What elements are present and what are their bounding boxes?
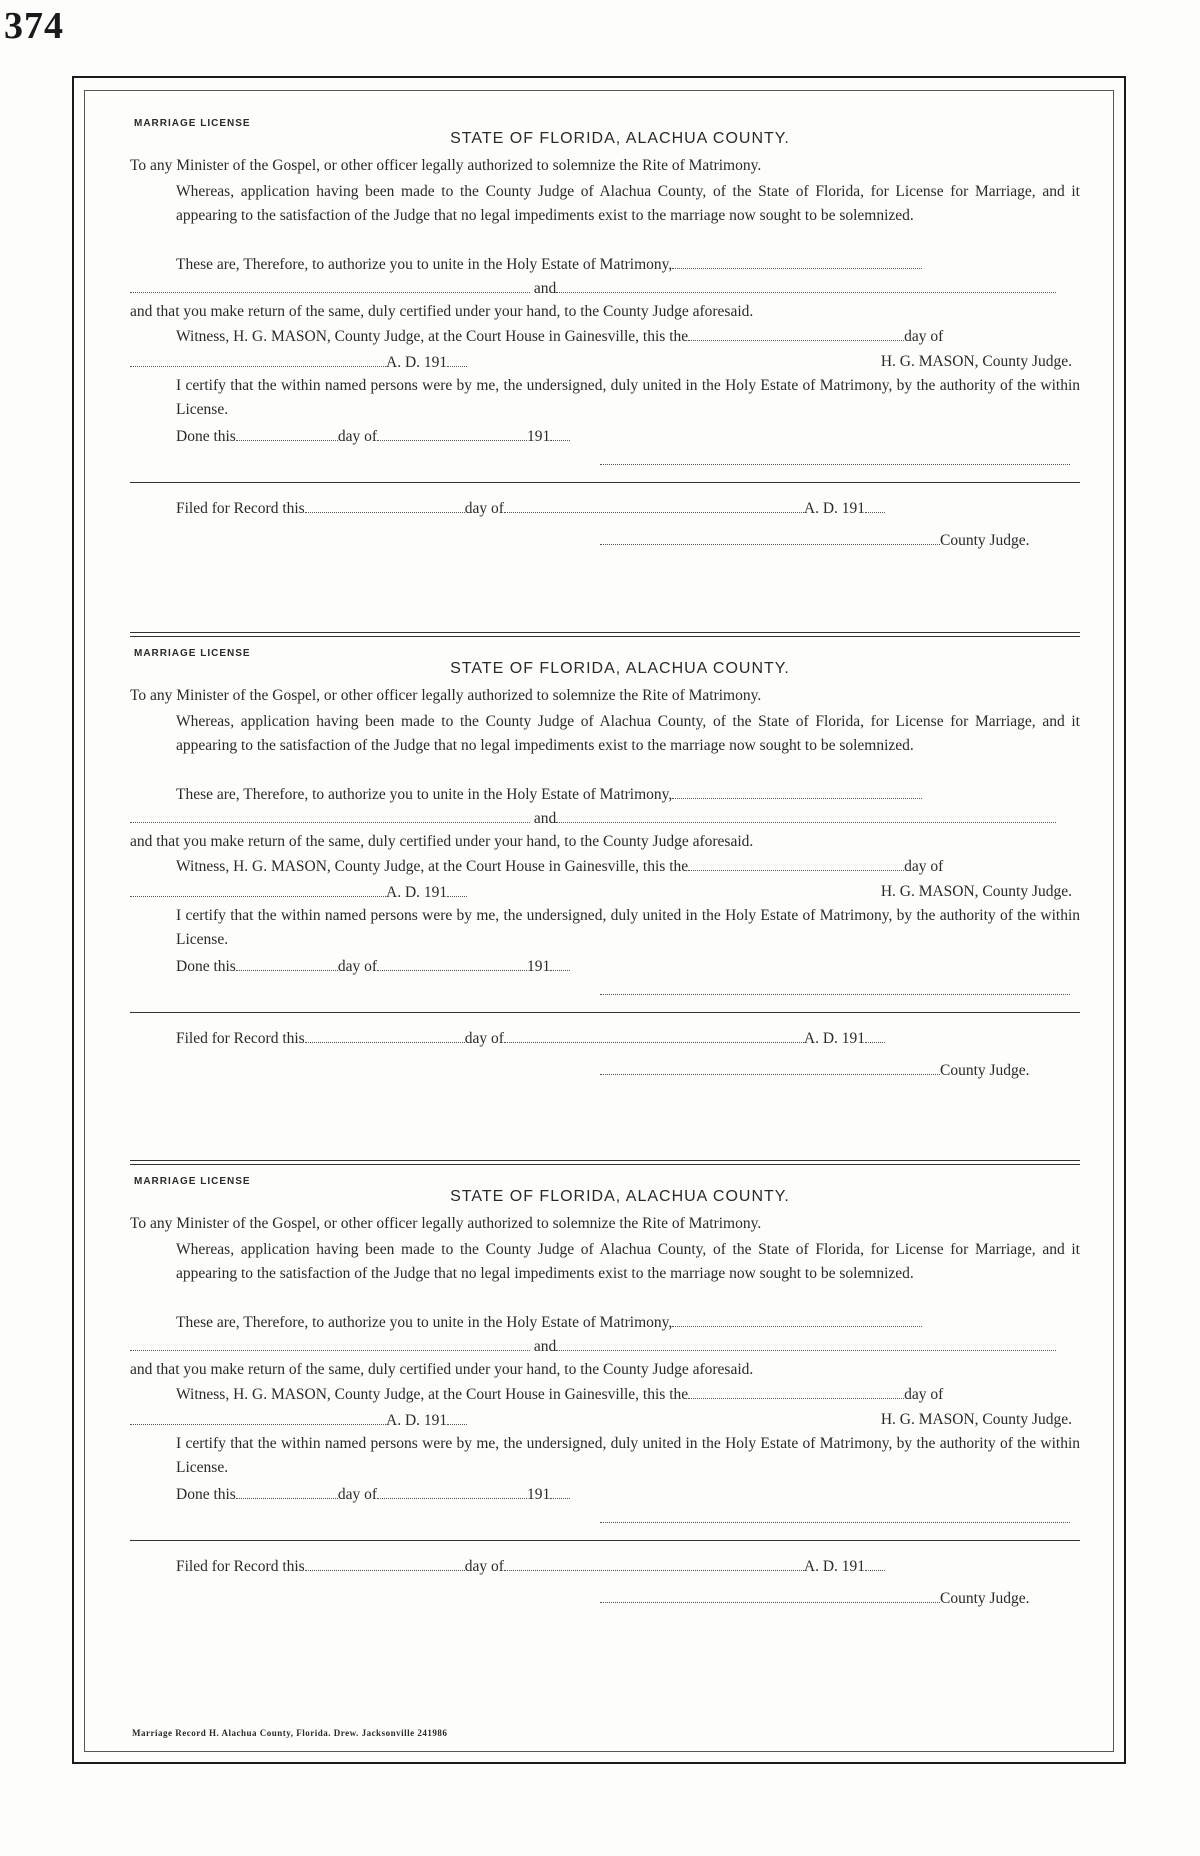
done-day-of-text: day of — [337, 958, 378, 975]
done-this-text: Done this — [176, 1486, 236, 1503]
certify-text: I certify that the within named persons were by me, the undersigned, duly united in the Holy Estate of Matrimony, by the authority of the within License. — [176, 1435, 1080, 1476]
license-form-1 — [130, 118, 1080, 618]
witness-line — [130, 326, 1080, 347]
license-label: MARRIAGE LICENSE — [134, 1176, 251, 1187]
and-line — [130, 278, 1080, 299]
return-line: and that you make return of the same, duly certified under your hand, to the County Judge aforesaid. — [130, 1361, 754, 1378]
filed-day-blank[interactable] — [305, 1556, 465, 1571]
license-form-2 — [130, 648, 1080, 1148]
these-are-line — [130, 784, 1080, 805]
ad-text: A. D. 191 — [386, 884, 448, 901]
done-line — [130, 426, 1080, 447]
these-are-text: These are, Therefore, to authorize you to unite in the Holy Estate of Matrimony, — [176, 1314, 673, 1331]
witness-day-blank[interactable] — [688, 1384, 904, 1399]
filed-ad-text: A. D. 191 — [803, 1558, 866, 1575]
minister-sign-line — [600, 450, 1080, 471]
county-judge-blank[interactable] — [600, 1588, 940, 1603]
witness-line — [130, 1384, 1080, 1405]
done-year-blank[interactable] — [550, 956, 570, 971]
party-one-blank[interactable] — [672, 1312, 922, 1327]
these-are-text: These are, Therefore, to authorize you to unite in the Holy Estate of Matrimony, — [176, 786, 673, 803]
done-day-of-text: day of — [337, 1486, 378, 1503]
and-text: and — [533, 1338, 557, 1355]
judge-signature: H. G. MASON, County Judge. — [880, 1411, 1072, 1428]
done-year-blank[interactable] — [550, 426, 570, 441]
done-day-blank[interactable] — [236, 426, 338, 441]
judge-signature: H. G. MASON, County Judge. — [880, 353, 1072, 370]
filed-ad-text: A. D. 191 — [803, 500, 866, 517]
filed-year-blank[interactable] — [865, 1028, 885, 1043]
filed-ad-text: A. D. 191 — [803, 1030, 866, 1047]
done-line — [130, 956, 1080, 977]
done-month-blank[interactable] — [377, 426, 527, 441]
filed-text: Filed for Record this — [176, 500, 305, 517]
certify-text: I certify that the within named persons were by me, the undersigned, duly united in the Holy Estate of Matrimony, by the authority of the within License. — [176, 907, 1080, 948]
done-year-text: 191 — [527, 958, 551, 975]
county-judge-blank[interactable] — [600, 1060, 940, 1075]
ad-month-blank[interactable] — [130, 882, 386, 897]
license-form-3 — [130, 1176, 1080, 1676]
state-title: STATE OF FLORIDA, ALACHUA COUNTY. — [450, 660, 790, 677]
filed-text: Filed for Record this — [176, 1030, 305, 1047]
party-two-blank[interactable] — [130, 1336, 530, 1351]
filed-line — [130, 498, 1080, 519]
witness-day-blank[interactable] — [688, 326, 904, 341]
filed-line — [130, 1556, 1080, 1577]
return-line: and that you make return of the same, duly certified under your hand, to the County Judge aforesaid. — [130, 833, 754, 850]
filed-year-blank[interactable] — [865, 1556, 885, 1571]
minister-sign-line — [600, 1508, 1080, 1529]
county-judge-text: County Judge. — [940, 1062, 1030, 1079]
page-number: 374 — [4, 5, 64, 47]
day-of-text: day of — [904, 1386, 944, 1403]
county-judge-text: County Judge. — [940, 532, 1030, 549]
whereas-paragraph — [130, 710, 1080, 758]
and-text: and — [533, 810, 557, 827]
license-label: MARRIAGE LICENSE — [134, 648, 251, 659]
license-label: MARRIAGE LICENSE — [134, 118, 251, 129]
address-line: To any Minister of the Gospel, or other officer legally authorized to solemnize the Rite of Matrimony. — [130, 157, 762, 174]
and-line — [130, 808, 1080, 829]
these-are-line — [130, 254, 1080, 275]
party-three-blank[interactable] — [556, 278, 1056, 293]
certify-paragraph — [130, 374, 1080, 422]
certify-paragraph — [130, 904, 1080, 952]
form-divider-1 — [130, 632, 1080, 637]
section-rule — [130, 1540, 1080, 1541]
minister-sign-line — [600, 980, 1080, 1001]
done-day-blank[interactable] — [236, 956, 338, 971]
ad-line — [130, 1410, 1080, 1431]
party-one-blank[interactable] — [672, 784, 922, 799]
ad-month-blank[interactable] — [130, 352, 386, 367]
whereas-text: Whereas, application having been made to the County Judge of Alachua County, of the State of Florida, for License for Marriage, and it appearing to the satisfaction of the Judge that no legal impediments exist to the marriage now sought to be solemnized. — [176, 1241, 1080, 1282]
ad-year-blank[interactable] — [447, 1410, 467, 1425]
certify-text: I certify that the within named persons were by me, the undersigned, duly united in the Holy Estate of Matrimony, by the authority of the within License. — [176, 377, 1080, 418]
filed-year-blank[interactable] — [865, 498, 885, 513]
filed-day-of-text: day of — [464, 1558, 504, 1575]
ad-line — [130, 352, 1080, 373]
these-are-text: These are, Therefore, to authorize you to unite in the Holy Estate of Matrimony, — [176, 256, 673, 273]
filed-month-blank[interactable] — [504, 498, 804, 513]
done-year-text: 191 — [527, 428, 551, 445]
filed-day-blank[interactable] — [305, 1028, 465, 1043]
party-two-blank[interactable] — [130, 808, 530, 823]
party-three-blank[interactable] — [556, 1336, 1056, 1351]
done-day-blank[interactable] — [236, 1484, 338, 1499]
certify-paragraph — [130, 1432, 1080, 1480]
done-this-text: Done this — [176, 958, 236, 975]
filed-month-blank[interactable] — [504, 1556, 804, 1571]
filed-day-of-text: day of — [464, 500, 504, 517]
county-judge-line — [600, 530, 1080, 551]
form-divider-2 — [130, 1160, 1080, 1165]
judge-signature: H. G. MASON, County Judge. — [880, 883, 1072, 900]
and-line — [130, 1336, 1080, 1357]
whereas-paragraph — [130, 1238, 1080, 1286]
done-day-of-text: day of — [337, 428, 378, 445]
ad-line — [130, 882, 1080, 903]
witness-day-blank[interactable] — [688, 856, 904, 871]
filed-month-blank[interactable] — [504, 1028, 804, 1043]
party-one-blank[interactable] — [672, 254, 922, 269]
filed-text: Filed for Record this — [176, 1558, 305, 1575]
witness-text: Witness, H. G. MASON, County Judge, at the Court House in Gainesville, this the — [176, 328, 689, 345]
done-year-blank[interactable] — [550, 1484, 570, 1499]
county-judge-blank[interactable] — [600, 530, 940, 545]
ad-month-blank[interactable] — [130, 1410, 386, 1425]
minister-signature-blank[interactable] — [600, 450, 1070, 465]
minister-signature-blank[interactable] — [600, 1508, 1070, 1523]
whereas-text: Whereas, application having been made to the County Judge of Alachua County, of the State of Florida, for License for Marriage, and it appearing to the satisfaction of the Judge that no legal impediments exist to the marriage now sought to be solemnized. — [176, 713, 1080, 754]
done-year-text: 191 — [527, 1486, 551, 1503]
address-line: To any Minister of the Gospel, or other officer legally authorized to solemnize the Rite of Matrimony. — [130, 1215, 762, 1232]
done-line — [130, 1484, 1080, 1505]
section-rule — [130, 1012, 1080, 1013]
ad-text: A. D. 191 — [386, 1412, 448, 1429]
county-judge-line — [600, 1588, 1080, 1609]
witness-text: Witness, H. G. MASON, County Judge, at the Court House in Gainesville, this the — [176, 1386, 689, 1403]
filed-day-blank[interactable] — [305, 498, 465, 513]
witness-line — [130, 856, 1080, 877]
minister-signature-blank[interactable] — [600, 980, 1070, 995]
done-month-blank[interactable] — [377, 956, 527, 971]
these-are-line — [130, 1312, 1080, 1333]
done-month-blank[interactable] — [377, 1484, 527, 1499]
witness-text: Witness, H. G. MASON, County Judge, at the Court House in Gainesville, this the — [176, 858, 689, 875]
and-text: and — [533, 280, 557, 297]
county-judge-text: County Judge. — [940, 1590, 1030, 1607]
done-this-text: Done this — [176, 428, 236, 445]
section-rule — [130, 482, 1080, 483]
party-two-blank[interactable] — [130, 278, 530, 293]
party-three-blank[interactable] — [556, 808, 1056, 823]
address-line: To any Minister of the Gospel, or other officer legally authorized to solemnize the Rite of Matrimony. — [130, 687, 762, 704]
state-title: STATE OF FLORIDA, ALACHUA COUNTY. — [450, 130, 790, 147]
footer-imprint: Marriage Record H. Alachua County, Florida. Drew. Jacksonville 241986 — [132, 1728, 448, 1738]
filed-line — [130, 1028, 1080, 1049]
filed-day-of-text: day of — [464, 1030, 504, 1047]
return-line: and that you make return of the same, duly certified under your hand, to the County Judge aforesaid. — [130, 303, 754, 320]
whereas-text: Whereas, application having been made to the County Judge of Alachua County, of the State of Florida, for License for Marriage, and it appearing to the satisfaction of the Judge that no legal impediments exist to the marriage now sought to be solemnized. — [176, 183, 1080, 224]
state-title: STATE OF FLORIDA, ALACHUA COUNTY. — [450, 1188, 790, 1205]
whereas-paragraph — [130, 180, 1080, 228]
day-of-text: day of — [904, 328, 944, 345]
ad-year-blank[interactable] — [447, 352, 467, 367]
county-judge-line — [600, 1060, 1080, 1081]
ad-text: A. D. 191 — [386, 354, 448, 371]
ad-year-blank[interactable] — [447, 882, 467, 897]
day-of-text: day of — [904, 858, 944, 875]
